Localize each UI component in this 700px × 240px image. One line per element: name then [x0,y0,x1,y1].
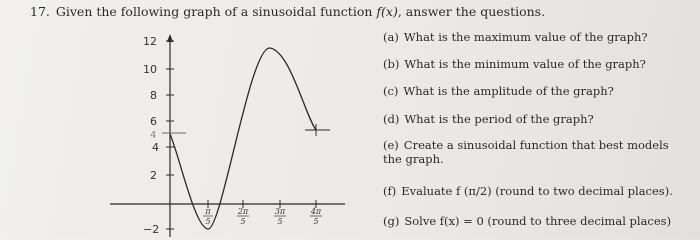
svg-text:5: 5 [240,217,246,226]
x-tick-pi-5 [203,207,213,226]
problem-suffix: , answer the questions. [397,4,546,19]
svg-text:3π: 3π [274,207,286,216]
y-tick-2: 2 [150,169,157,182]
x-tick-2pi-5 [237,207,249,226]
question-c: (c) What is the amplitude of the graph? [383,84,614,98]
question-g: (g) Solve f(x) = 0 (round to three decimal places) [383,214,672,228]
question-e: (e) Create a sinusoidal function that best models the graph. [383,138,669,167]
svg-text:5: 5 [205,217,211,226]
x-tick-4pi-5 [310,207,322,226]
y-tick-4: 4 [152,141,159,154]
svg-text:4π: 4π [310,207,322,216]
problem-text: Given the following graph of a sinusoidal function [55,4,373,19]
svg-text:5: 5 [313,217,319,226]
svg-text:2π: 2π [237,207,249,216]
svg-text:π: π [205,207,211,216]
y-tick-10: 10 [143,63,157,76]
y-tick-12: 12 [143,35,157,48]
x-tick-3pi-5 [274,207,286,226]
pencil-mark-4: 4 [150,130,157,141]
question-f: (f) Evaluate f (π/2) (round to two decimal places). [383,184,673,198]
question-b: (b) What is the minimum value of the graph? [383,57,646,71]
question-a: (a) What is the maximum value of the graph? [383,30,648,44]
question-d: (d) What is the period of the graph? [383,112,594,126]
y-tick-8: 8 [150,89,157,102]
y-tick-6: 6 [150,115,157,128]
svg-text:5: 5 [277,217,283,226]
function-name: f(x) [376,4,398,19]
y-tick-neg2: −2 [143,223,160,236]
problem-number: 17. [30,4,50,19]
